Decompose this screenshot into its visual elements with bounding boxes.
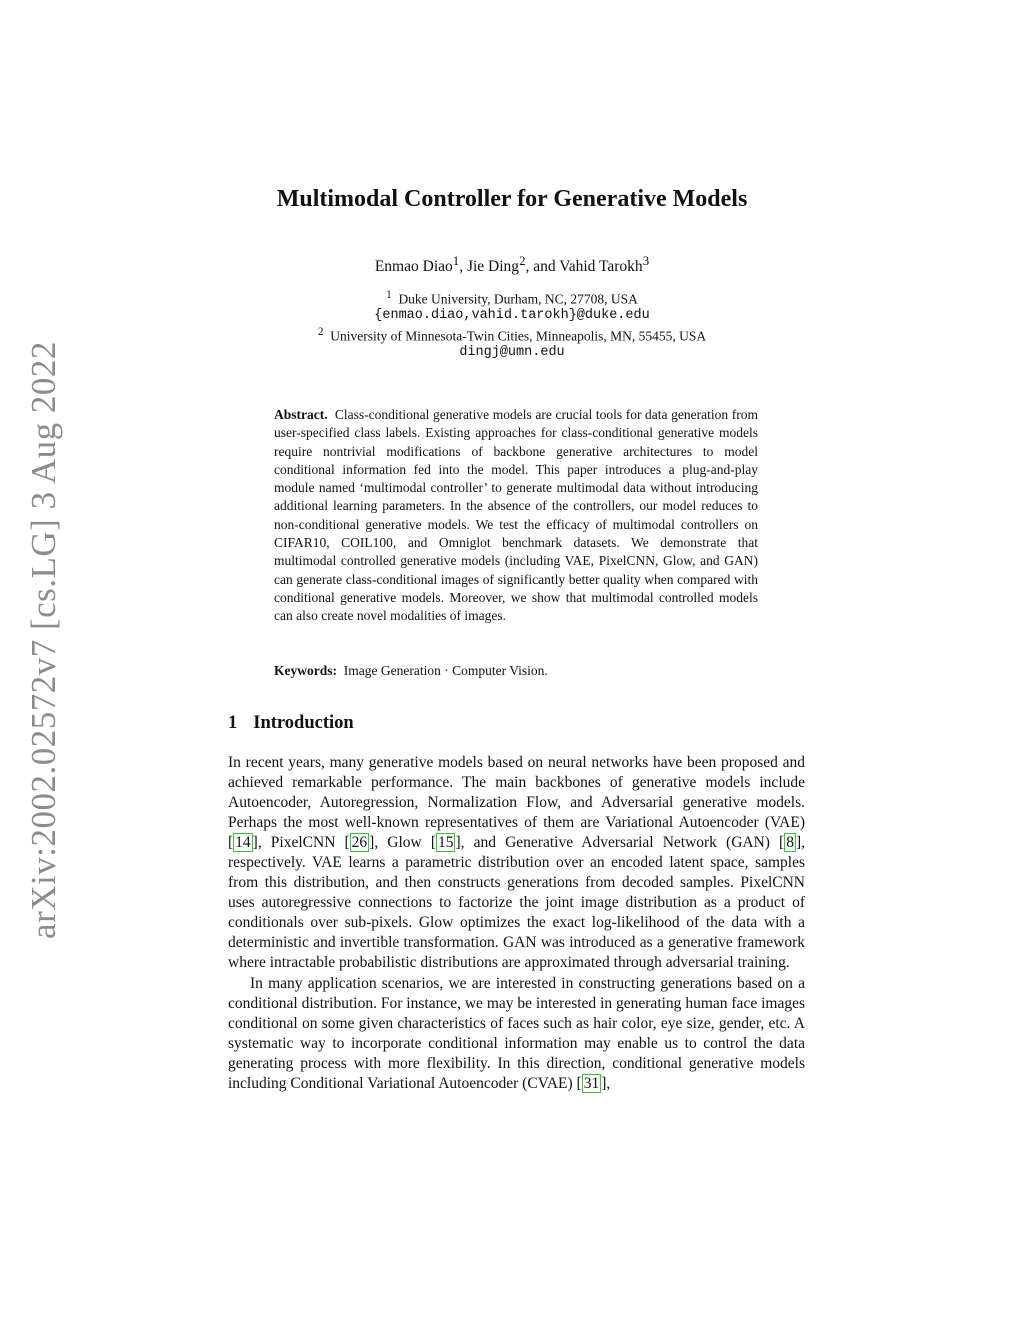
author-name: Jie Ding	[466, 258, 520, 276]
introduction-body	[228, 753, 805, 1094]
author-name: Vahid Tarokh	[559, 258, 643, 276]
arxiv-stamp: arXiv:2002.02572v7 [cs.LG] 3 Aug 2022	[24, 341, 63, 939]
citation-link[interactable]: 31	[583, 1074, 600, 1092]
paragraph-text: ], respectively. VAE learns a parametric distribution over an encoded latent space, samples from this distribution, and then constructs generations from decoded samples. PixelCNN uses autoregressive connections to factorize the joint image distribution as a product of conditionals over sub-pixels. Glow optimizes the exact log-likelihood of the data with a deterministic and invertible transformation. GAN was introduced as a generative framework where intractable probabilistic distributions are approximated through adversarial training.	[228, 834, 805, 972]
author-name: Enmao Diao	[374, 258, 453, 276]
affiliation-mark: 1	[386, 289, 392, 301]
paragraph-text: ], Glow [	[369, 834, 436, 852]
citation-link[interactable]: 8	[786, 834, 794, 852]
affiliation-1	[0, 289, 1024, 308]
paragraph-text: ], and Generative Adversarial Network (GAN) [	[455, 834, 785, 852]
paragraph-text: In many application scenarios, we are interested in constructing generations based on a conditional distribution. For instance, we may be interested in generating human face images conditional on some given characteristics of faces such as hair color, eye size, gender, etc. A systematic way to incorporate conditional information may enable us to control the data generating process with more flexibility. In this direction, conditional generative models including Conditional Variational Autoencoder (CVAE) [	[228, 974, 805, 1092]
author-affil-mark: 3	[642, 253, 650, 268]
abstract-label: Abstract.	[274, 407, 328, 422]
affiliation-2	[0, 326, 1024, 345]
abstract-text: Class-conditional generative models are crucial tools for data generation from user-specified class labels. Existing approaches for class-conditional generative models require nontrivial modifications of backbone generative architectures to model conditional information fed into the model. This paper introduces a plug-and-play module named ‘multimodal controller’ to generate multimodal data without introducing additional learning parameters. In the absence of the controllers, our model reduces to non-conditional generative models. We test the efficacy of multimodal controllers on CIFAR10, COIL100, and Omniglot benchmark datasets. We demonstrate that multimodal controlled generative models (including VAE, PixelCNN, Glow, and GAN) can generate class-conditional images of significantly better quality when compared with conditional generative models. Moreover, we show that multimodal controlled models can also create novel modalities of images.	[274, 407, 758, 624]
paragraph	[228, 753, 805, 974]
section-number: 1	[228, 713, 238, 733]
paragraph-text: ],	[601, 1074, 611, 1092]
keywords	[274, 663, 758, 679]
affiliation-1-email[interactable]: {enmao.diao,vahid.tarokh}@duke.edu	[374, 308, 650, 323]
affiliation-2-email[interactable]: dingj@umn.edu	[459, 345, 565, 360]
keywords-label: Keywords:	[274, 663, 337, 678]
author-affil-mark: 1	[452, 253, 460, 268]
keywords-text: Image Generation · Computer Vision.	[343, 663, 548, 678]
paper-title: Multimodal Controller for Generative Models	[276, 186, 748, 212]
paragraph-text: In recent years, many generative models based on neural networks have been proposed and achieved remarkable performance. The main backbones of generative models include Autoencoder, Autoregression, Normalization Flow, and Adversarial generative models. Perhaps the most well-known representatives of them are Variational Autoencoder (VAE) [	[228, 754, 805, 852]
affiliation-text: University of Minnesota-Twin Cities, Minneapolis, MN, 55455, USA	[330, 328, 707, 344]
section-title: Introduction	[253, 713, 354, 733]
affiliation-mark: 2	[317, 326, 324, 338]
author-affil-mark: 2	[519, 253, 526, 268]
section-heading-introduction	[228, 713, 354, 734]
paragraph	[228, 974, 805, 1094]
abstract	[274, 406, 758, 626]
citation-link[interactable]: 14	[235, 834, 251, 852]
author-list: Enmao Diao$^1$, Jie Ding$^2$, and Vahid Tarokh$^3$	[374, 253, 650, 276]
citation-link[interactable]: 15	[437, 834, 454, 852]
citation-link[interactable]: 26	[351, 834, 368, 852]
paragraph-text: ], PixelCNN [	[252, 834, 350, 852]
affiliation-text: Duke University, Durham, NC, 27708, USA	[398, 291, 638, 307]
